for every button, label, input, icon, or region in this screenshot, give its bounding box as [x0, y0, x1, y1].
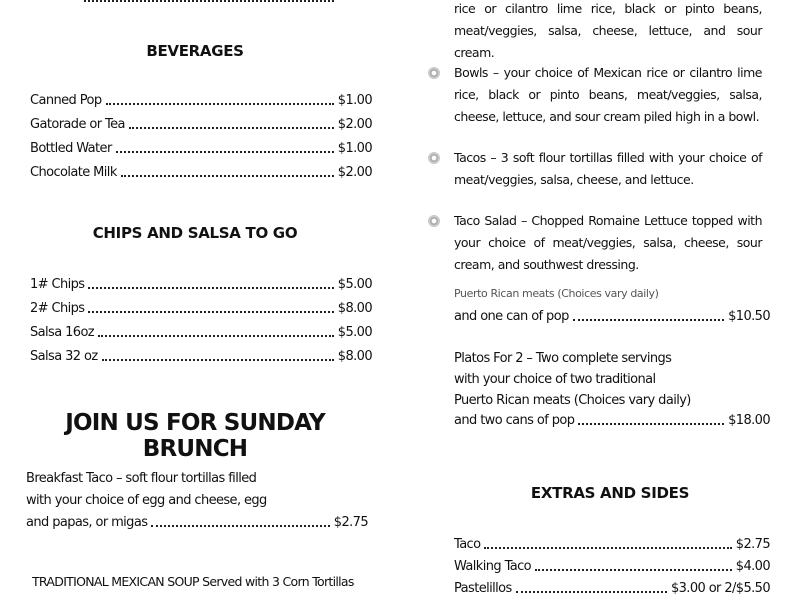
menu-row	[30, 274, 372, 292]
menu-row	[30, 322, 372, 340]
dot-leader	[116, 151, 334, 153]
menu-row	[30, 298, 372, 316]
menu-row	[26, 512, 368, 530]
top-dotted-rule	[84, 0, 334, 2]
bullet-icon	[428, 152, 440, 164]
item-name: Taco	[454, 537, 481, 552]
dot-leader	[535, 569, 732, 571]
menu-row	[30, 90, 372, 108]
item-price: $2.00	[337, 165, 372, 180]
item-price: $2.75	[735, 537, 770, 552]
item-price: $2.00	[337, 117, 372, 132]
cut-off-line	[454, 287, 674, 302]
menu-row	[454, 306, 770, 324]
item-price: $3.00 or 2/$5.50	[670, 581, 770, 596]
bowls-description: Bowls – your choice of Mexican rice or cilantro lime rice, black or pinto beans, meat/veggies, salsa, cheese, lettuce, and sour cream piled high in a bowl.	[454, 65, 762, 124]
item-name: Canned Pop	[30, 93, 102, 108]
dot-leader	[121, 175, 334, 177]
breakfast-taco-line1: Breakfast Taco – soft flour tortillas filled	[26, 471, 257, 486]
item-price: $5.00	[337, 325, 372, 340]
item-name: 2# Chips	[30, 301, 85, 316]
item-name: Gatorade or Tea	[30, 117, 125, 132]
item-name: Salsa 16oz	[30, 325, 95, 340]
menu-row	[454, 578, 770, 596]
item-name: and two cans of pop	[454, 413, 575, 428]
item-price: $8.00	[337, 301, 372, 316]
platos-line1: Platos For 2 – Two complete servings	[454, 351, 672, 366]
chips-heading: CHIPS AND SALSA TO GO	[92, 224, 298, 242]
dot-leader	[151, 525, 329, 527]
burrito-continuation: rice or cilantro lime rice, black or pinto beans, meat/veggies, salsa, cheese, lettuce, and sour cream.	[454, 1, 762, 60]
dot-leader	[129, 127, 334, 129]
dot-leader	[102, 359, 334, 361]
dot-leader	[106, 103, 334, 105]
menu-row	[454, 534, 770, 552]
tacos-description: Tacos – 3 soft flour tortillas filled with your choice of meat/veggies, salsa, cheese, and lettuce.	[454, 150, 762, 187]
item-name: Chocolate Milk	[30, 165, 117, 180]
item-price: $8.00	[337, 349, 372, 364]
extras-heading: EXTRAS AND SIDES	[530, 484, 690, 502]
item-price: $1.00	[337, 141, 372, 156]
dot-leader	[578, 423, 724, 425]
item-price: $18.00	[728, 413, 770, 428]
item-price: $1.00	[337, 93, 372, 108]
cut-off-text: Puerto Rican meats (Choices vary daily)	[454, 287, 659, 300]
menu-row	[30, 346, 372, 364]
menu-row	[454, 556, 770, 574]
dot-leader	[98, 335, 334, 337]
platos-line3: Puerto Rican meats (Choices vary daily)	[454, 393, 691, 408]
item-name: Salsa 32 oz	[30, 349, 98, 364]
dot-leader	[516, 591, 667, 593]
dot-leader	[484, 547, 731, 549]
bullet-icon	[428, 67, 440, 79]
item-name: and papas, or migas	[26, 515, 148, 530]
menu-row	[454, 410, 770, 428]
soup-line: TRADITIONAL MEXICAN SOUP Served with 3 Corn Tortillas	[32, 574, 354, 589]
bullet-icon	[428, 215, 440, 227]
item-price: $2.75	[333, 515, 368, 530]
taco-salad-description: Taco Salad – Chopped Romaine Lettuce topped with your choice of meat/veggies, salsa, cheese, sour cream, and southwest dressing.	[454, 213, 762, 272]
brunch-heading: JOIN US FOR SUNDAY BRUNCH	[65, 410, 325, 462]
dot-leader	[88, 287, 333, 289]
breakfast-taco-line2: with your choice of egg and cheese, egg	[26, 493, 267, 508]
dot-leader	[573, 319, 724, 321]
menu-row	[30, 138, 372, 156]
item-name: and one can of pop	[454, 309, 569, 324]
item-name: 1# Chips	[30, 277, 85, 292]
item-price: $4.00	[735, 559, 770, 574]
item-name: Walking Taco	[454, 559, 532, 574]
menu-row	[30, 114, 372, 132]
item-name: Pastelillos	[454, 581, 512, 596]
beverages-heading: BEVERAGES	[146, 42, 244, 60]
item-price: $5.00	[337, 277, 372, 292]
menu-row	[30, 162, 372, 180]
item-name: Bottled Water	[30, 141, 112, 156]
item-price: $10.50	[728, 309, 770, 324]
platos-line2: with your choice of two traditional	[454, 372, 656, 387]
dot-leader	[88, 311, 333, 313]
